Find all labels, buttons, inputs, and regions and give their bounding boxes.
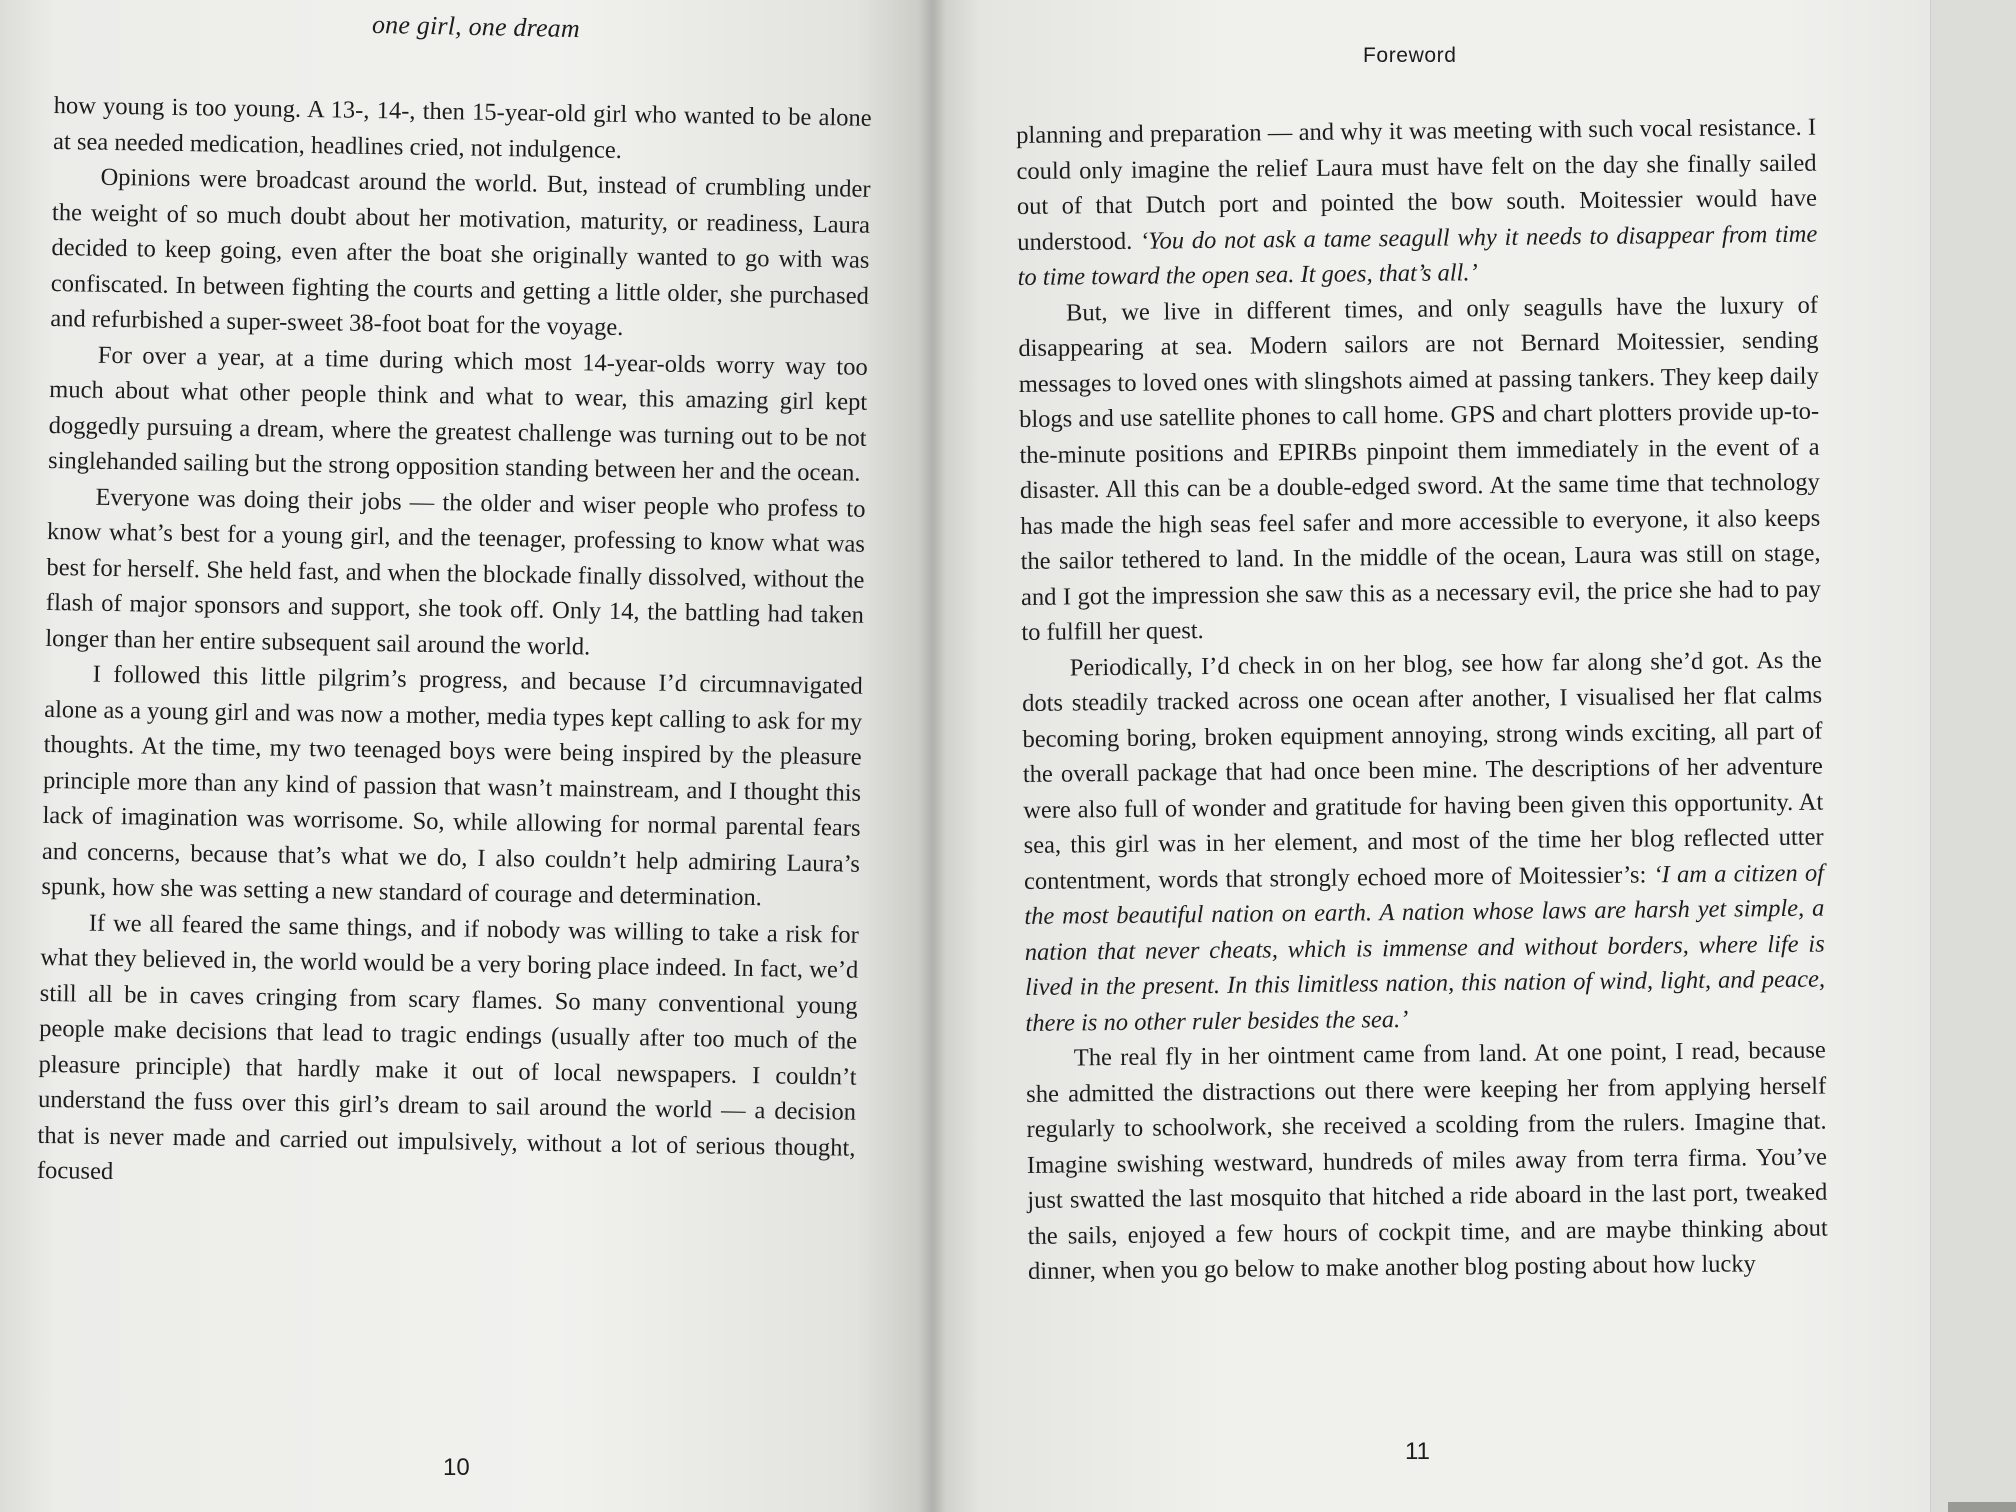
running-head-right: Foreword — [1363, 44, 1457, 67]
left-page-body — [37, 88, 872, 1201]
left-paragraph-2: Opinions were broadcast around the world. But, instead of crumbling under the weight of so much doubt about her motivation, maturity, or readiness, Laura decided to keep going, even after the boat she originally wanted to go with was confiscated. In between fighting the courts and getting a little older, she purchased and refurbished a super-sweet 38-foot boat for the voyage. — [50, 163, 871, 341]
left-paragraph-3: For over a year, at a time during which most 14-year-olds worry way too much about what other people think and what to wear, this amazing girl kept doggedly pursuing a dream, where the greatest challenge was turning out to be not singlehanded sailing but the strong opposition standing between her and the ocean. — [47, 341, 868, 487]
left-paragraph-6: If we all feared the same things, and if nobody was willing to take a risk for what they believed in, the world would be a very boring place indeed. In fact, we’d still all be in caves cringing from scary flames. So many conventional young people make decisions that lead to tragic endings (usually after too much of the pleasure principle) that hardly make it out of local newspapers. I couldn’t understand the fuss over this girl’s dream to sail around the world — a decision that is never made and carried out impulsively, without a lot of serious thought, focused — [36, 909, 860, 1186]
right-page — [930, 0, 1930, 1512]
left-page — [0, 0, 930, 1512]
page-number-right: 11 — [1405, 1438, 1430, 1465]
left-paragraph-5: I followed this little pilgrim’s progress, and because I’d circumnavigated alone as a young girl and was now a mother, media types kept calling to ask for my thoughts. At the time, my two teenaged boys were being inspired by the pleasure principle more than any kind of passion that wasn’t mainstream, and I thought this lack of imagination was worrisome. So, while allowing for normal parental fears and concerns, because that’s what we do, I also couldn’t help admiring Laura’s spunk, how she was setting a new standard of courage and determination. — [41, 660, 863, 912]
running-head-left: one girl, one dream — [371, 9, 581, 44]
left-paragraph-4: Everyone was doing their jobs — the older and wiser people who profess to know what’s best for a young girl, and the teenager, professing to know what was best for herself. She held fast, and when the blockade finally dissolved, without the flash of major sponsors and support, she took off. Only 14, the battling had taken longer than her entire subsequent sail around the world. — [45, 483, 866, 660]
right-paragraph-1 — [1016, 110, 1818, 296]
right-paragraph-2: But, we live in different times, and only seagulls have the luxury of disappearing at sea. Modern sailors are not Bernard Moitessier, sending messages to loved ones with slingshots aimed at passing tankers. They keep daily blogs and use satellite phones to call home. GPS and chart plotters provide up-to-the-minute positions and EPIRBs pinpoint them immediately in the event of a disaster. All this can be a double-edged sword. At the same time that technology has made the high seas feel safer and more accessible to everyone, it also keeps the sailor tethered to land. In the middle of the ocean, Laura was still on stage, and I got the impression she saw this as a necessary evil, the price she had to pay to fulfill her quest. — [1018, 291, 1822, 646]
page-number-left: 10 — [443, 1454, 470, 1481]
left-paragraph-1: how young is too young. A 13-, 14-, then 15-year-old girl who wanted to be alone at sea needed medication, headlines cried, not indulgence. — [52, 91, 872, 164]
right-paragraph-3 — [1022, 642, 1826, 1041]
page-edge — [1930, 0, 2016, 1512]
right-paragraph-4: The real fly in her ointment came from land. At one point, I read, because she admitted the distractions out there were keeping her from applying herself regularly to schoolwork, she received a scolding from the rulers. Imagine that. Imagine swishing westward, hundreds of miles away from terra firma. You’ve just swatted the last mosquito that hitched a ride aboard in the last port, tweaked the sails, enjoyed a few hours of cockpit time, and are maybe thinking about dinner, when you go below to make another blog posting about how lucky — [1026, 1036, 1828, 1285]
right-paragraph-1-text: planning and preparation — and why it was meeting with such vocal resistance. I could only imagine the relief Laura must have felt on the day she finally sailed out of that Dutch port and pointed the bow south. Moitessier would have understood. — [1016, 113, 1818, 256]
right-paragraph-3-text: Periodically, I’d check in on her blog, see how far along she’d got. As the dots steadily tracked across one ocean after another, I visualised her flat calms becoming boring, broken equipment annoying, strong winds exciting, all part of the overall package that had once been mine. The descriptions of her adventure were also full of wonder and gratitude for having been given this opportunity. At sea, this girl was in her element, and most of the time her blog reflected utter contentment, words that strongly echoed more of Moitessier’s: — [1021, 646, 1824, 895]
page-edge-strip — [1948, 1502, 2016, 1512]
moitessier-quote-seagull: ‘You do not ask a tame seagull why it needs to disappear from time to time toward the open sea. It goes, that’s all.’ — [1017, 220, 1818, 291]
moitessier-quote-nation: ‘I am a citizen of the most beautiful nation on earth. A nation whose laws are harsh yet simple, a nation that never cheats, which is immense and without borders, where life is lived in the present. In this limitless nation, this nation of wind, light, and peace, there is no other ruler besides the sea.’ — [1024, 859, 1826, 1037]
right-page-body — [1016, 110, 1828, 1290]
